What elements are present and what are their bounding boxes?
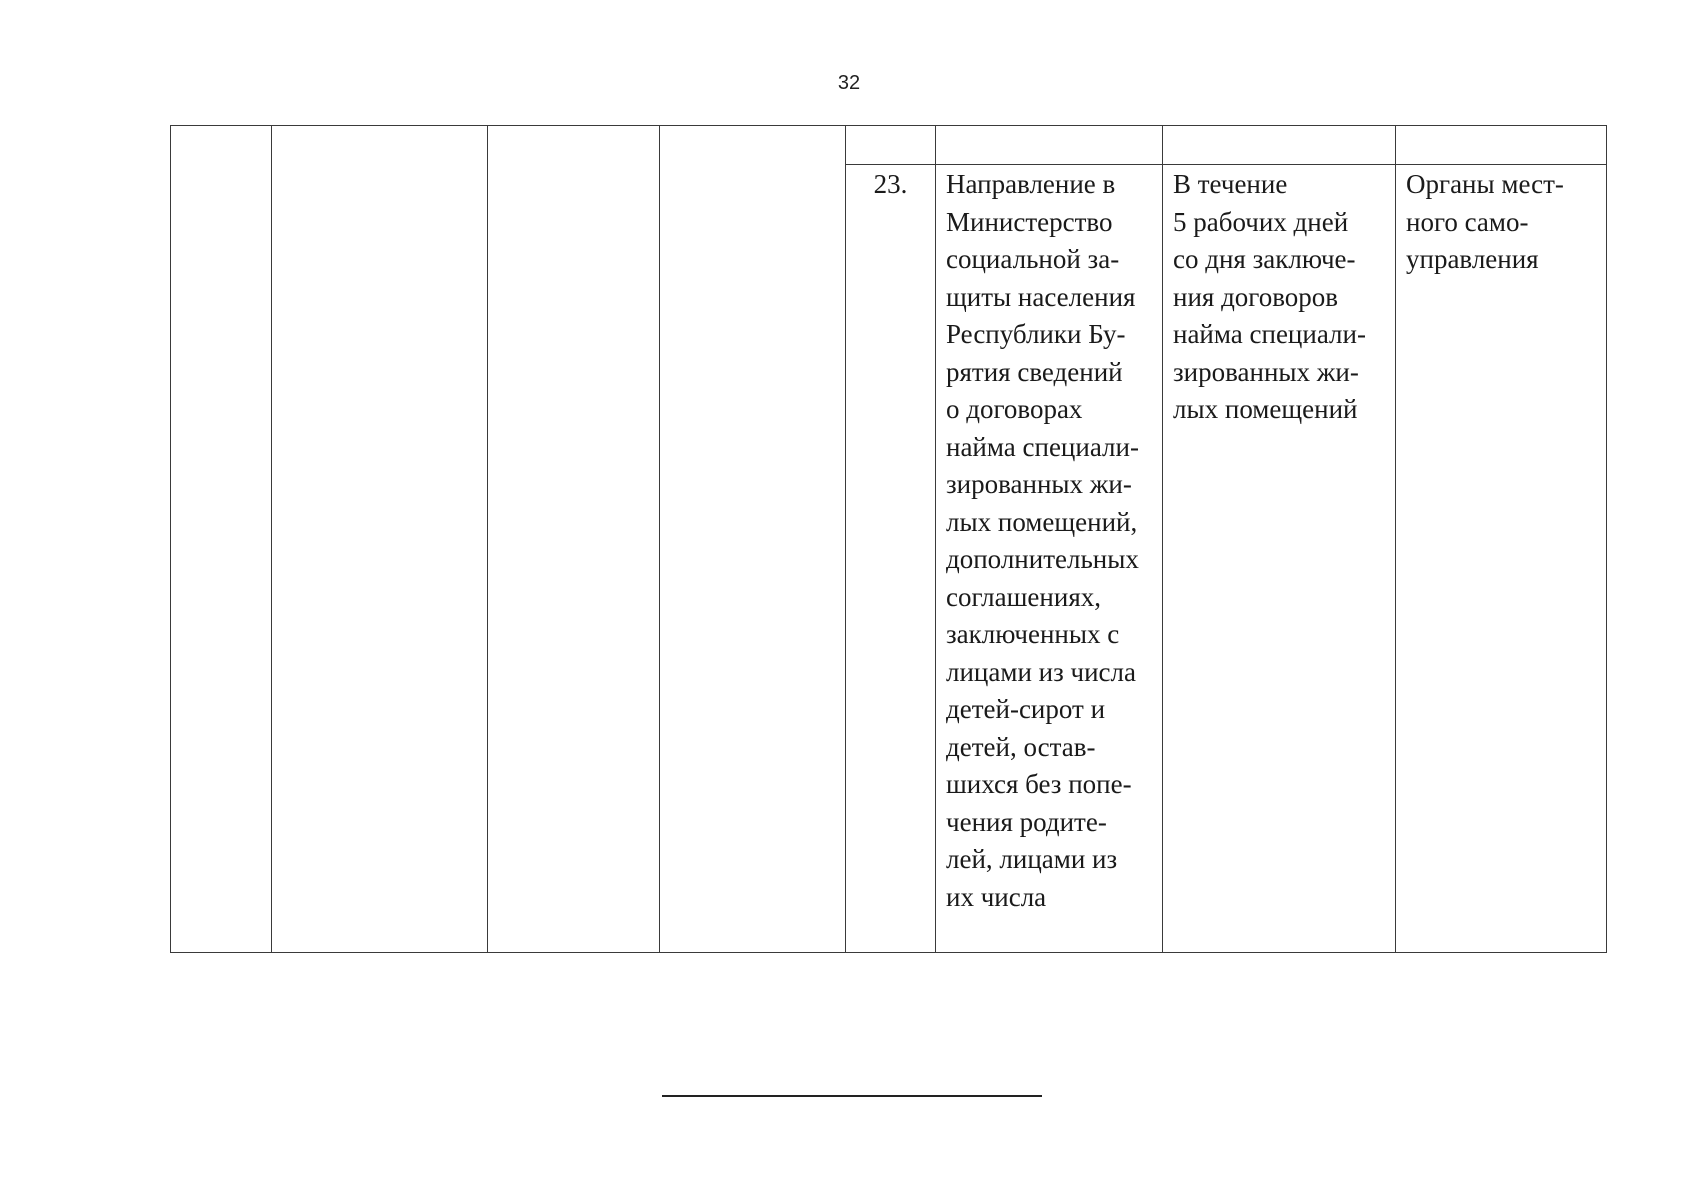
item-description-cell — [936, 165, 1163, 953]
table-cell-empty — [171, 126, 272, 953]
item-description: Направление в Министерство социальной за- щиты населения Республики Бу- рятия сведений о договорах найма специали- зированных жи- лых помещений, дополнительных соглашениях, заключенных с лицами из числа детей-сирот и детей, остав- шихся без попе- чения родите- лей, лицами из их числа — [946, 169, 1139, 912]
table-cell-empty — [1163, 126, 1396, 165]
table-cell-empty — [846, 126, 936, 165]
document-table — [170, 125, 1607, 953]
table-cell-empty — [936, 126, 1163, 165]
item-responsible: Органы мест- ного само- управления — [1406, 169, 1564, 274]
item-number-cell — [846, 165, 936, 953]
table-row — [171, 126, 1607, 165]
item-deadline-cell — [1163, 165, 1396, 953]
table-cell-empty — [660, 126, 846, 953]
table-cell-empty — [488, 126, 660, 953]
item-responsible-cell — [1396, 165, 1607, 953]
item-deadline: В течение 5 рабочих дней со дня заключе- ния договоров найма специали- зированных жи- лых помещений — [1173, 169, 1366, 424]
page-number: 32 — [837, 72, 861, 94]
table-cell-empty — [272, 126, 488, 953]
item-number: 23. — [873, 169, 908, 199]
table-cell-empty — [1396, 126, 1607, 165]
footer-rule — [662, 1095, 1042, 1097]
